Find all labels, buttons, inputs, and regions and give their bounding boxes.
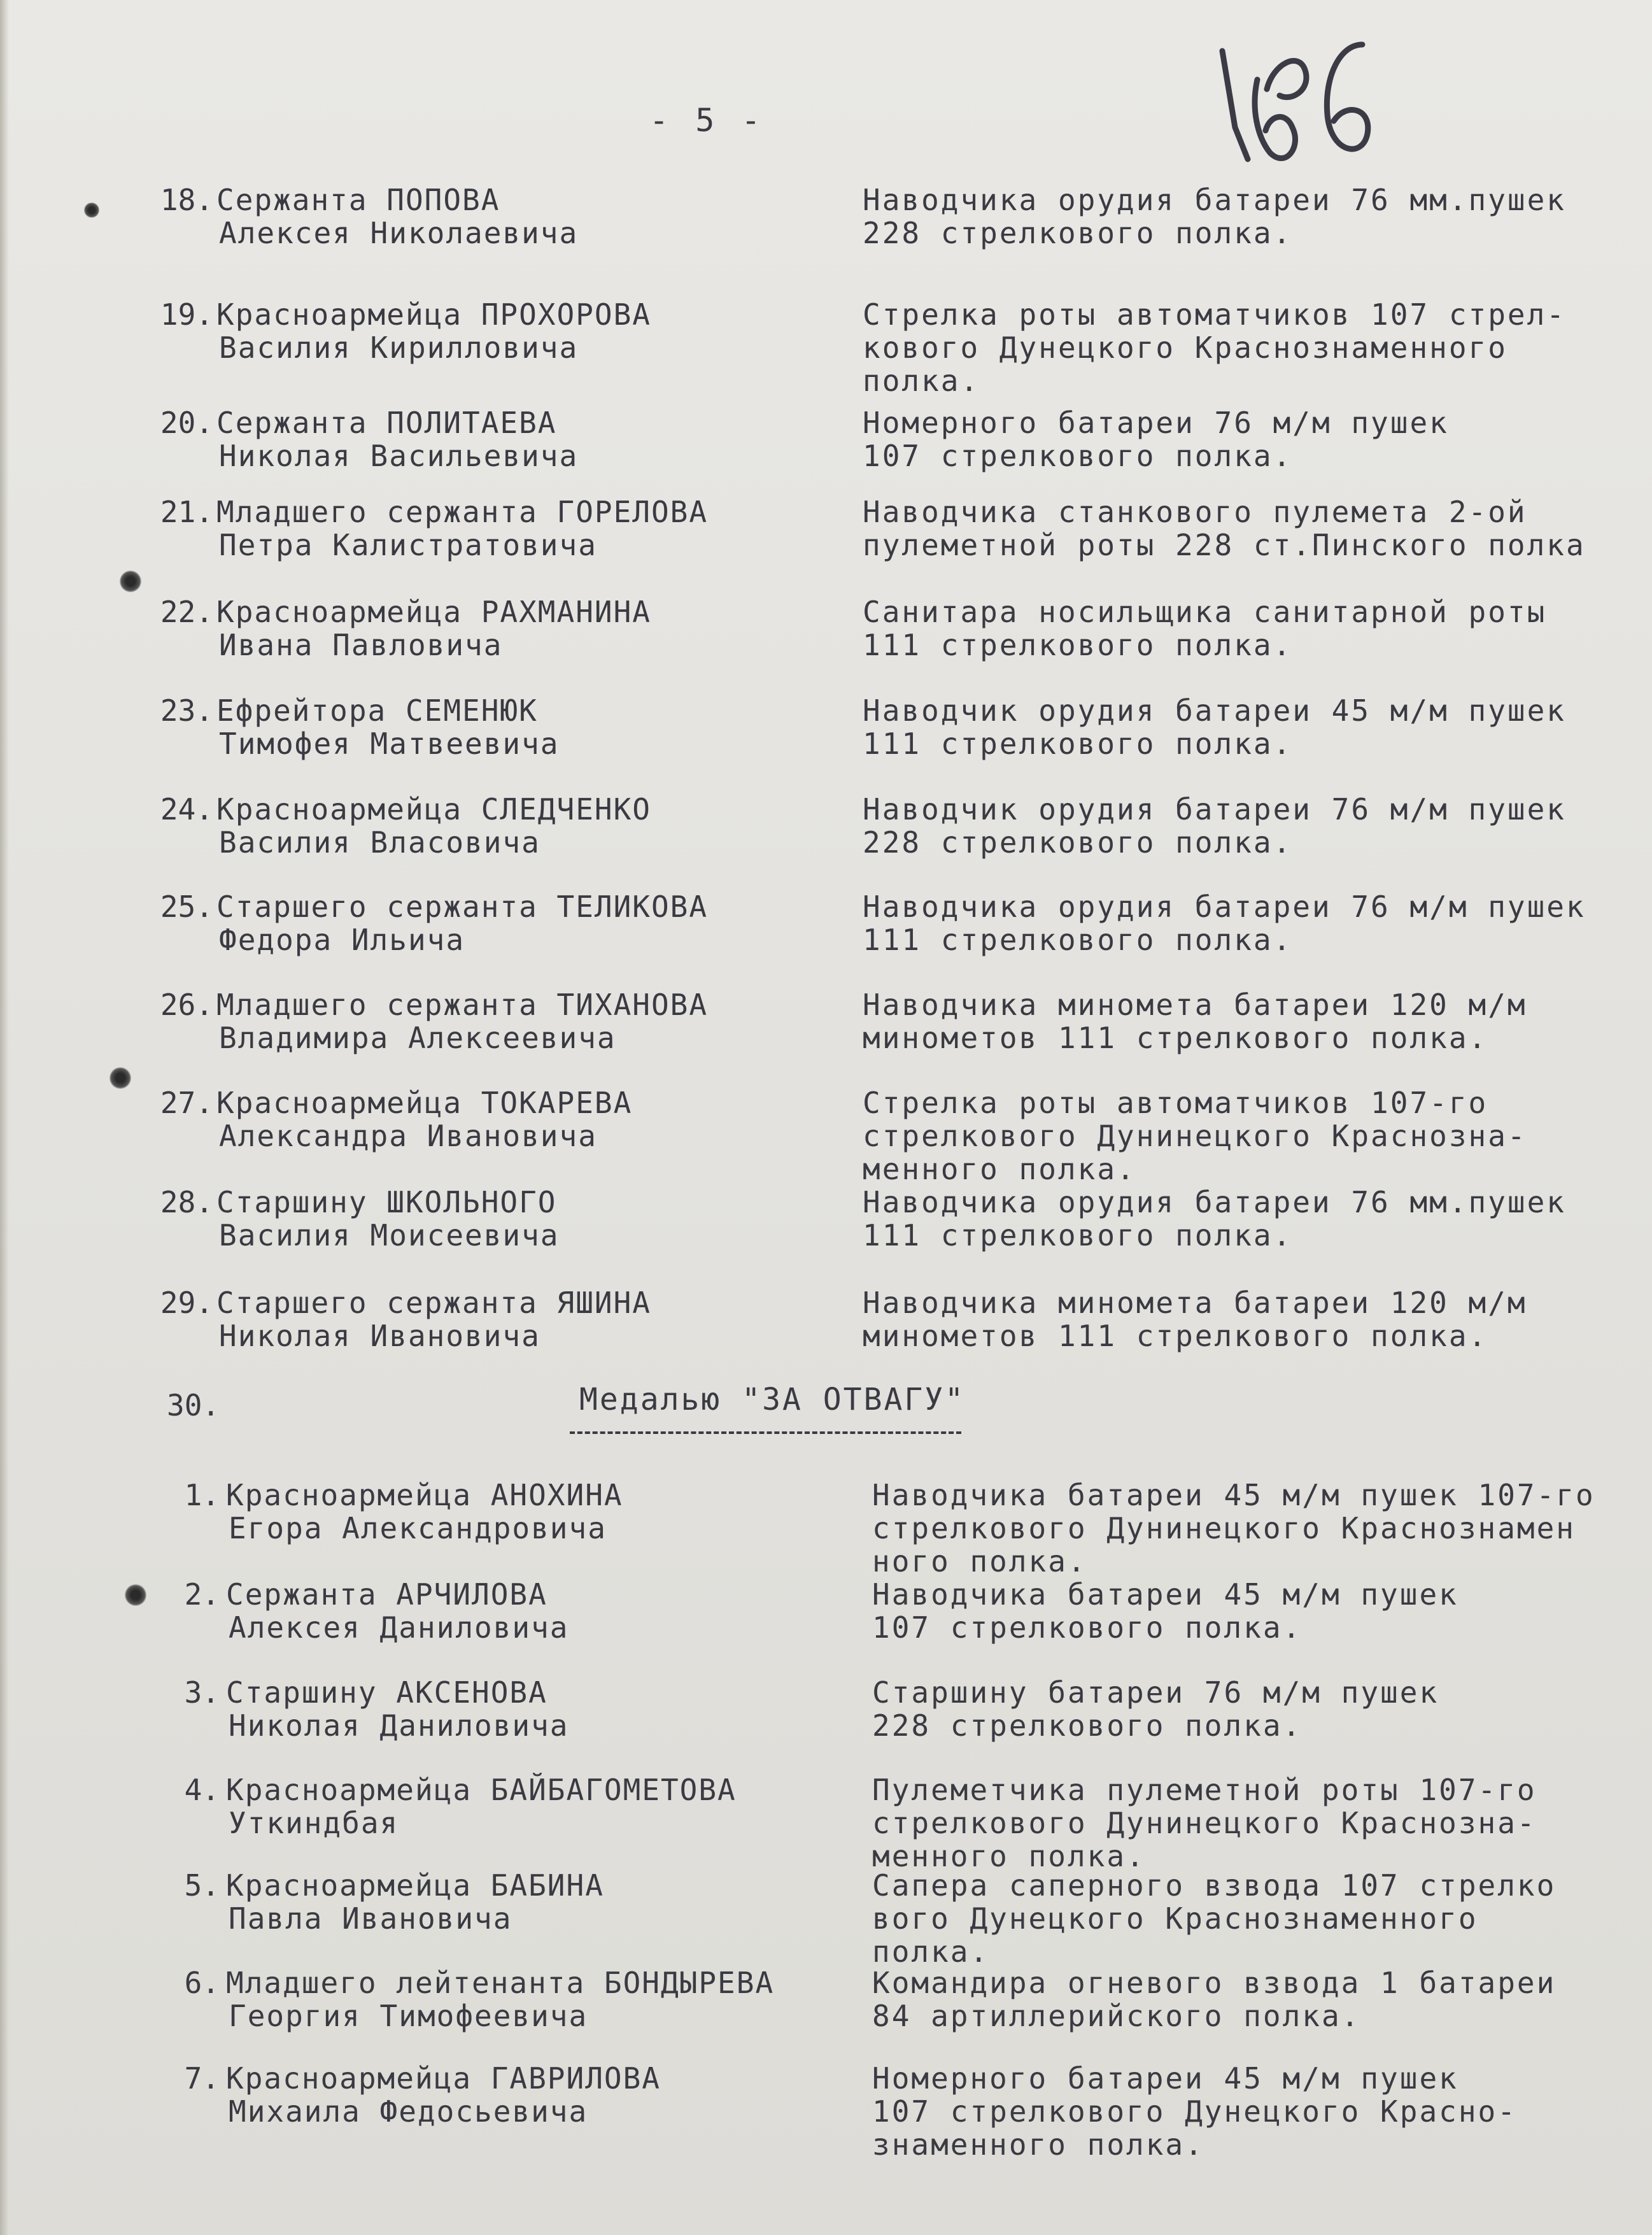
entry-position-line: Наводчика орудия батареи 76 мм.пушек bbox=[863, 1185, 1566, 1219]
entry-name bbox=[226, 2062, 661, 2128]
entry-rank-surname: Красноармейца РАХМАНИНА bbox=[216, 595, 651, 629]
entry-rank-surname: Сержанта ПОПОВА bbox=[216, 183, 500, 217]
entry-number: 23. bbox=[160, 693, 213, 728]
entry-rank-surname: Красноармейца ГАВРИЛОВА bbox=[226, 2061, 661, 2096]
entry-position bbox=[863, 1286, 1527, 1352]
entry-name bbox=[216, 298, 651, 364]
entry-name bbox=[216, 1186, 560, 1252]
entry-number: 20. bbox=[160, 406, 213, 440]
entry-position bbox=[863, 595, 1546, 662]
entry-position bbox=[863, 183, 1566, 250]
entry-number: 2. bbox=[184, 1577, 220, 1612]
entry-position-line: Сапера саперного взвода 107 стрелко bbox=[872, 1868, 1557, 1903]
entry-name bbox=[216, 988, 708, 1054]
entry-position-line: 84 артиллерийского полка. bbox=[872, 1999, 1361, 2033]
entry-rank-surname: Старшего сержанта ЯШИНА bbox=[216, 1286, 651, 1320]
entry-position-line: 228 стрелкового полка. bbox=[863, 216, 1293, 250]
entry-position bbox=[872, 1578, 1458, 1644]
entry-position-line: 107 стрелкового полка. bbox=[863, 439, 1293, 473]
entry-position-line: ного полка. bbox=[872, 1544, 1087, 1579]
entry-position bbox=[872, 1869, 1556, 1968]
entry-given-names: Василия Власовича bbox=[219, 825, 540, 860]
entry-position-line: Командира огневого взвода 1 батареи bbox=[872, 1966, 1557, 2000]
entry-rank-surname: Красноармейца БАБИНА bbox=[226, 1868, 604, 1903]
entry-position-line: Наводчика миномета батареи 120 м/м bbox=[863, 988, 1527, 1022]
entry-name bbox=[216, 406, 578, 472]
entry-number: 21. bbox=[160, 495, 213, 529]
entry-number: 22. bbox=[160, 595, 213, 629]
entry-name bbox=[216, 495, 708, 562]
entry-rank-surname: Красноармейца БАЙБАГОМЕТОВА bbox=[226, 1773, 737, 1807]
punch-hole bbox=[109, 1067, 131, 1089]
entry-number: 5. bbox=[184, 1868, 220, 1903]
entry-position bbox=[863, 890, 1586, 956]
entry-position-line: вого Дунецкого Краснознаменного bbox=[872, 1901, 1478, 1936]
entry-rank-surname: Младшего лейтенанта БОНДЫРЕВА bbox=[226, 1966, 775, 2000]
entry-position-line: полка. bbox=[872, 1934, 990, 1969]
entry-position-line: 228 стрелкового полка. bbox=[863, 825, 1293, 860]
entry-position-line: Наводчика батареи 45 м/м пушек bbox=[872, 1577, 1458, 1612]
entry-given-names: Ивана Павловича bbox=[219, 628, 503, 662]
entry-position-line: Старшину батареи 76 м/м пушек bbox=[872, 1675, 1439, 1710]
entry-name bbox=[216, 890, 708, 956]
entry-rank-surname: Младшего сержанта ТИХАНОВА bbox=[216, 988, 709, 1022]
entry-rank-surname: Старшину АКСЕНОВА bbox=[226, 1675, 547, 1710]
entry-given-names: Георгия Тимофеевича bbox=[229, 1999, 588, 2033]
entry-given-names: Алексея Даниловича bbox=[229, 1610, 569, 1645]
punch-hole bbox=[84, 202, 99, 218]
entry-rank-surname: Сержанта АРЧИЛОВА bbox=[226, 1577, 547, 1612]
entry-number: 27. bbox=[160, 1086, 213, 1120]
entry-position bbox=[863, 793, 1566, 859]
entry-rank-surname: Красноармейца АНОХИНА bbox=[226, 1478, 623, 1512]
handwritten-number-drawing bbox=[1197, 25, 1401, 172]
entry-position-line: стрелкового Дунинецкого Краснозна- bbox=[872, 1806, 1537, 1840]
entry-position bbox=[863, 1186, 1566, 1252]
entry-position-line: 228 стрелкового полка. bbox=[872, 1708, 1303, 1743]
entry-position-line: Наводчика миномета батареи 120 м/м bbox=[863, 1286, 1527, 1320]
entry-number: 3. bbox=[184, 1675, 220, 1710]
entry-rank-surname: Младшего сержанта ГОРЕЛОВА bbox=[216, 495, 709, 529]
page-number: - 5 - bbox=[649, 102, 765, 139]
entry-given-names: Владимира Алексеевича bbox=[219, 1021, 616, 1055]
punch-hole bbox=[125, 1584, 146, 1606]
entry-position-line: стрелкового Дунинецкого Краснозна- bbox=[863, 1119, 1527, 1153]
entry-given-names: Павла Ивановича bbox=[229, 1901, 512, 1936]
entry-given-names: Николая Васильевича bbox=[219, 439, 579, 473]
entry-position bbox=[872, 1966, 1556, 2033]
entry-position-line: стрелкового Дунинецкого Краснознамен bbox=[872, 1511, 1576, 1545]
entry-position-line: 111 стрелкового полка. bbox=[863, 1218, 1293, 1252]
entry-position-line: 111 стрелкового полка. bbox=[863, 628, 1293, 662]
entry-position-line: Санитара носильщика санитарной роты bbox=[863, 595, 1547, 629]
entry-name bbox=[216, 183, 578, 250]
entry-given-names: Петра Калистратовича bbox=[219, 528, 597, 562]
entry-name bbox=[216, 1286, 651, 1352]
entry-position-line: Номерного батареи 76 м/м пушек bbox=[863, 406, 1449, 440]
entry-number: 7. bbox=[184, 2061, 220, 2096]
entry-position-line: Стрелка роты автоматчиков 107-го bbox=[863, 1086, 1488, 1120]
entry-name bbox=[226, 1966, 774, 2033]
entry-position bbox=[872, 2062, 1517, 2161]
entry-position-line: Наводчика батареи 45 м/м пушек 107-го bbox=[872, 1478, 1595, 1512]
entry-position-line: Номерного батареи 45 м/м пушек bbox=[872, 2061, 1458, 2096]
entry-number: 4. bbox=[184, 1773, 220, 1807]
entry-rank-surname: Красноармейца ПРОХОРОВА bbox=[216, 297, 651, 332]
entry-position-line: Наводчика станкового пулемета 2-ой bbox=[863, 495, 1527, 529]
entry-rank-surname: Сержанта ПОЛИТАЕВА bbox=[216, 406, 557, 440]
entry-number: 1. bbox=[184, 1478, 220, 1512]
entry-given-names: Василия Кирилловича bbox=[219, 330, 579, 365]
entry-position-line: 107 стрелкового Дунецкого Красно- bbox=[872, 2094, 1517, 2129]
handwritten-number bbox=[1197, 25, 1401, 172]
entry-name bbox=[216, 595, 651, 662]
entry-position-line: полка. bbox=[863, 364, 980, 398]
entry-position-line: минометов 111 стрелкового полка. bbox=[863, 1319, 1488, 1353]
entry-position-line: Пулеметчика пулеметной роты 107-го bbox=[872, 1773, 1537, 1807]
entry-given-names: Тимофея Матвеевича bbox=[219, 727, 560, 761]
entry-name bbox=[226, 1869, 604, 1935]
entry-number: 6. bbox=[184, 1966, 220, 2000]
entry-number: 26. bbox=[160, 988, 213, 1022]
page-edge-shadow bbox=[0, 0, 9, 2235]
entry-given-names: Александра Ивановича bbox=[219, 1119, 597, 1153]
entry-given-names: Федора Ильича bbox=[219, 923, 465, 957]
entry-number: 19. bbox=[160, 297, 213, 332]
entry-position-line: Наводчика орудия батареи 76 мм.пушек bbox=[863, 183, 1566, 217]
entry-position-line: менного полка. bbox=[863, 1152, 1136, 1186]
entry-name bbox=[226, 1773, 737, 1840]
entry-name bbox=[226, 1479, 623, 1545]
entry-position-line: Наводчика орудия батареи 76 м/м пушек bbox=[863, 890, 1586, 924]
entry-name bbox=[226, 1578, 569, 1644]
entry-position bbox=[863, 495, 1586, 562]
entry-position-line: Наводчик орудия батареи 45 м/м пушек bbox=[863, 693, 1566, 728]
entry-number: 24. bbox=[160, 792, 213, 827]
entry-given-names: Николая Даниловича bbox=[229, 1708, 569, 1743]
entry-number: 18. bbox=[160, 183, 213, 217]
entry-position-line: 111 стрелкового полка. bbox=[863, 727, 1293, 761]
entry-position-line: минометов 111 стрелкового полка. bbox=[863, 1021, 1488, 1055]
entry-given-names: Николая Ивановича bbox=[219, 1319, 540, 1353]
entry-position bbox=[863, 406, 1449, 472]
entry-position-line: менного полка. bbox=[872, 1839, 1146, 1873]
entry-position-line: знаменного полка. bbox=[872, 2127, 1204, 2162]
entry-position-line: кового Дунецкого Краснознаменного bbox=[863, 330, 1507, 365]
entry-position bbox=[872, 1676, 1439, 1742]
entry-given-names: Уткиндбая bbox=[229, 1806, 399, 1840]
entry-name bbox=[226, 1676, 569, 1742]
entry-number: 29. bbox=[160, 1286, 213, 1320]
entry-name bbox=[216, 793, 651, 859]
entry-name bbox=[216, 694, 560, 760]
entry-position bbox=[863, 298, 1566, 397]
entry-position-line: пулеметной роты 228 ст.Пинского полка bbox=[863, 528, 1586, 562]
entry-given-names: Егора Александровича bbox=[229, 1511, 607, 1545]
entry-position-line: Стрелка роты автоматчиков 107 стрел- bbox=[863, 297, 1566, 332]
entry-name bbox=[216, 1086, 632, 1153]
punch-hole bbox=[120, 571, 141, 592]
section-underline bbox=[570, 1431, 961, 1434]
entry-position bbox=[863, 988, 1527, 1054]
entry-position bbox=[872, 1479, 1595, 1578]
entry-rank-surname: Старшего сержанта ТЕЛИКОВА bbox=[216, 890, 709, 924]
entry-position-line: 111 стрелкового полка. bbox=[863, 923, 1293, 957]
entry-rank-surname: Старшину ШКОЛЬНОГО bbox=[216, 1185, 557, 1219]
section-number: 30. bbox=[167, 1388, 220, 1423]
entry-position-line: Наводчик орудия батареи 76 м/м пушек bbox=[863, 792, 1566, 827]
entry-rank-surname: Красноармейца ТОКАРЕВА bbox=[216, 1086, 633, 1120]
entry-given-names: Василия Моисеевича bbox=[219, 1218, 560, 1252]
section-title: Медалью "ЗА ОТВАГУ" bbox=[579, 1382, 966, 1417]
entry-position bbox=[872, 1773, 1537, 1873]
entry-position-line: 107 стрелкового полка. bbox=[872, 1610, 1303, 1645]
entry-rank-surname: Ефрейтора СЕМЕНЮК bbox=[216, 693, 538, 728]
entry-number: 28. bbox=[160, 1185, 213, 1219]
entry-rank-surname: Красноармейца СЛЕДЧЕНКО bbox=[216, 792, 651, 827]
entry-given-names: Михаила Федосьевича bbox=[229, 2094, 588, 2129]
entry-number: 25. bbox=[160, 890, 213, 924]
entry-position bbox=[863, 694, 1566, 760]
entry-position bbox=[863, 1086, 1527, 1186]
entry-given-names: Алексея Николаевича bbox=[219, 216, 579, 250]
